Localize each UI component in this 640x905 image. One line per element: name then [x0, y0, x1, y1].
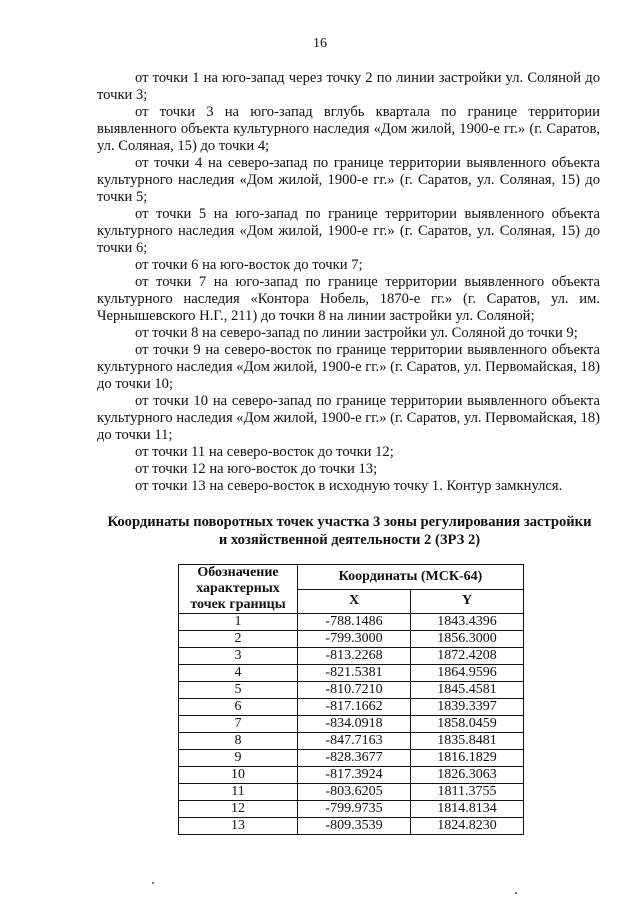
- table-row: [179, 682, 524, 699]
- table-row: [179, 631, 524, 648]
- paragraph: от точки 7 на юго-запад по границе территории выявленного объекта культурного наследия «Контора Нобель, 1870-е гг.» (г. Саратов, ул. им. Чернышевского Н.Г., 211) до точки 8 на линии застройки ул. Соляной;: [97, 274, 600, 324]
- page-number: 16: [313, 36, 327, 51]
- body-text: [97, 70, 600, 495]
- y-cell: 1843.4396: [411, 614, 524, 631]
- paragraph: от точки 13 на северо-восток в исходную точку 1. Контур замкнулся.: [135, 478, 563, 494]
- x-cell: -817.3924: [298, 767, 411, 784]
- x-cell: -809.3539: [298, 818, 411, 835]
- point-cell: 4: [179, 665, 298, 682]
- x-cell: -799.9735: [298, 801, 411, 818]
- table-row: [179, 716, 524, 733]
- y-cell: 1835.8481: [411, 733, 524, 750]
- table-row: [179, 784, 524, 801]
- y-cell: 1816.1829: [411, 750, 524, 767]
- x-cell: -803.6205: [298, 784, 411, 801]
- x-cell: -810.7210: [298, 682, 411, 699]
- point-cell: 6: [179, 699, 298, 716]
- table-row: [179, 733, 524, 750]
- y-cell: 1826.3063: [411, 767, 524, 784]
- point-cell: 11: [179, 784, 298, 801]
- paragraph: от точки 12 на юго-восток до точки 13;: [135, 461, 378, 477]
- y-cell: 1872.4208: [411, 648, 524, 665]
- y-cell: 1864.9596: [411, 665, 524, 682]
- x-header: X: [298, 589, 411, 614]
- point-cell: 10: [179, 767, 298, 784]
- coordinates-table: [178, 564, 524, 835]
- paragraph: от точки 5 на юго-запад по границе территории выявленного объекта культурного наследия «Дом жилой, 1900-е гг.» (г. Саратов, ул. Соляная, 15) до точки 6;: [97, 206, 600, 256]
- x-cell: -788.1486: [298, 614, 411, 631]
- paragraph: от точки 10 на северо-запад по границе территории выявленного объекта культурного наследия «Дом жилой, 1900-е гг.» (г. Саратов, ул. Первомайская, 18) до точки 11;: [97, 393, 600, 443]
- x-cell: -834.0918: [298, 716, 411, 733]
- table-row: [179, 750, 524, 767]
- x-cell: -828.3677: [298, 750, 411, 767]
- point-cell: 3: [179, 648, 298, 665]
- coords-header: Координаты (МСК-64): [298, 565, 524, 590]
- point-cell: 5: [179, 682, 298, 699]
- table-heading: [97, 513, 602, 549]
- heading-line-2: и хозяйственной деятельности 2 (ЗРЗ 2): [218, 532, 481, 548]
- paragraph: от точки 4 на северо-запад по границе территории выявленного объекта культурного наследия «Дом жилой, 1900-е гг.» (г. Саратов, ул. Соляная, 15) до точки 5;: [97, 155, 600, 205]
- y-header: Y: [411, 589, 524, 614]
- point-cell: 7: [179, 716, 298, 733]
- point-cell: 1: [179, 614, 298, 631]
- point-cell: 8: [179, 733, 298, 750]
- table-row: [179, 648, 524, 665]
- x-cell: -799.3000: [298, 631, 411, 648]
- x-cell: -817.1662: [298, 699, 411, 716]
- y-cell: 1845.4581: [411, 682, 524, 699]
- table-row: [179, 665, 524, 682]
- paragraph: от точки 6 на юго-восток до точки 7;: [135, 257, 363, 273]
- paragraph: от точки 9 на северо-восток по границе территории выявленного объекта культурного наследия «Дом жилой, 1900-е гг.» (г. Саратов, ул. Первомайская, 18) до точки 10;: [97, 342, 600, 392]
- point-cell: 2: [179, 631, 298, 648]
- heading-line-1: Координаты поворотных точек участка 3 зоны регулирования застройки: [107, 514, 592, 530]
- point-cell: 13: [179, 818, 298, 835]
- y-cell: 1856.3000: [411, 631, 524, 648]
- point-cell: 12: [179, 801, 298, 818]
- point-name-header: Обозначение характерных точек границы: [179, 565, 298, 614]
- y-cell: 1811.3755: [411, 784, 524, 801]
- table-row: [179, 818, 524, 835]
- table-row: [179, 699, 524, 716]
- table-row: [179, 801, 524, 818]
- y-cell: 1814.8134: [411, 801, 524, 818]
- y-cell: 1824.8230: [411, 818, 524, 835]
- table-row: [179, 614, 524, 631]
- paragraph: от точки 3 на юго-запад вглубь квартала по границе территории выявленного объекта культурного наследия «Дом жилой, 1900-е гг.» (г. Саратов, ул. Соляная, 15) до точки 4;: [97, 104, 600, 154]
- point-cell: 9: [179, 750, 298, 767]
- x-cell: -821.5381: [298, 665, 411, 682]
- table-header-row: [179, 565, 524, 590]
- paragraph: от точки 1 на юго-запад через точку 2 по линии застройки ул. Соляной до точки 3;: [97, 70, 600, 103]
- paragraph: от точки 8 на северо-запад по линии застройки ул. Соляной до точки 9;: [135, 325, 578, 341]
- x-cell: -813.2268: [298, 648, 411, 665]
- table-row: [179, 767, 524, 784]
- scan-speck: [515, 892, 517, 894]
- paragraph: от точки 11 на северо-восток до точки 12;: [135, 444, 394, 460]
- y-cell: 1858.0459: [411, 716, 524, 733]
- scan-speck: [152, 882, 154, 884]
- x-cell: -847.7163: [298, 733, 411, 750]
- y-cell: 1839.3397: [411, 699, 524, 716]
